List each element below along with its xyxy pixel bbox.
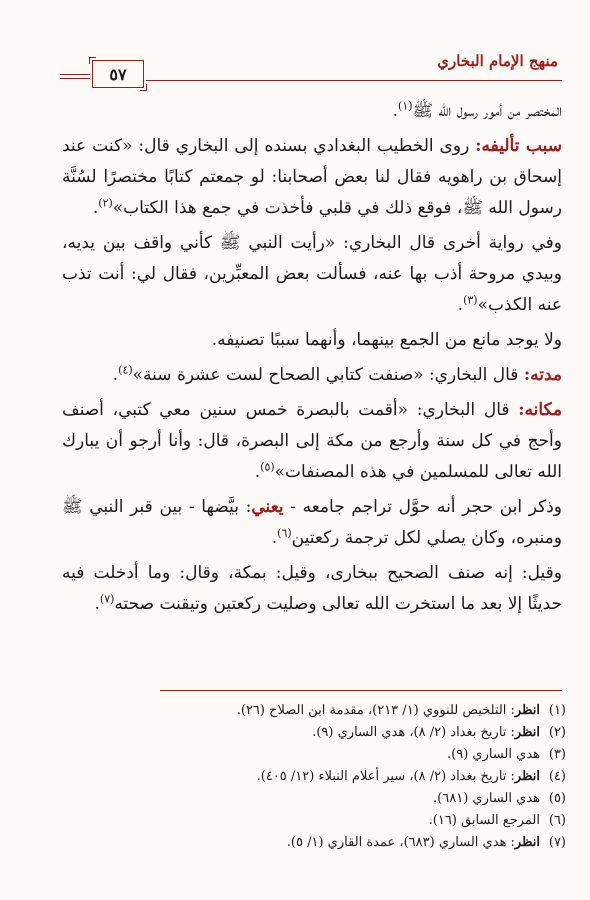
footnote <box>62 810 566 832</box>
footnote <box>62 700 566 722</box>
footnote-text: هدي الساري (٦٨١). <box>433 791 540 806</box>
footnote-keyword: انظر <box>514 725 540 740</box>
paragraph-duration: مدته: قال البخاري: «صنفت كتابي الصحاح لست عشرة سنة»$^{(٤)}$. <box>112 363 562 385</box>
inline-term: يعني <box>251 497 284 517</box>
paragraph-4 <box>62 325 562 356</box>
footnote-number: (٧) <box>548 835 566 850</box>
paragraph-7: وذكر ابن حجر أنه حوَّل تراجم جامعه - يعني: بيَّضها - بين قبر النبي ﷺ ومنبره، وكان يصلي لكل ترجمة ركعتين$^{(٦)}$. <box>62 497 562 548</box>
paragraph-text: وقيل: إنه صنف الصحيح ببخارى، وقيل: بمكة، وقال: وما أدخلت فيه حديثًا إلا بعد ما استخرت الله تعالى وصليت ركعتين وتيقنت صحته <box>62 563 562 614</box>
paragraph-text: وذكر ابن حجر أنه حوَّل تراجم جامعه - <box>283 497 562 517</box>
footnote-number: (١) <box>548 703 566 718</box>
footnote-text: : تاريخ بغداد (٢/ ٨)، هدي الساري (٩). <box>312 725 515 740</box>
header-rule <box>146 80 562 81</box>
footnote-text: : التلخيص للنووي (١/ ٢١٣)، مقدمة ابن الصلاح (٢٦). <box>236 703 515 718</box>
header-rule-left-bottom <box>60 78 90 79</box>
footnote-text: : تاريخ بغداد (٢/ ٨)، سير أعلام النبلاء (١٢/ ٤٠٥). <box>256 769 515 784</box>
footnote <box>62 766 566 788</box>
footnote-separator <box>160 690 562 691</box>
paragraph-text: قال البخاري: «صنفت كتابي الصحاح لست عشرة سنة» <box>132 365 524 385</box>
footnote-number: (٢) <box>548 725 566 740</box>
footnote-ref: (٧) <box>99 592 115 606</box>
footnote-keyword: انظر <box>514 835 540 850</box>
section-term: مكانه: <box>518 400 562 420</box>
header-rule-left-top <box>60 74 90 75</box>
footnote-ref: (٦) <box>277 526 292 540</box>
footnote <box>62 744 566 766</box>
footnote <box>62 832 566 854</box>
footnote-text: المرجع السابق (١٦). <box>428 813 540 828</box>
paragraph-8: وقيل: إنه صنف الصحيح ببخارى، وقيل: بمكة، وقال: وما أدخلت فيه حديثًا إلا بعد ما استخرت الله تعالى وصليت ركعتين وتيقنت صحته$^{(٧)}$. <box>62 563 562 614</box>
paragraph-text: ولا يوجد مانع من الجمع بينهما، وأنهما سببًا تصنيفه. <box>211 330 562 350</box>
footnotes <box>62 700 566 854</box>
paragraph-place: مكانه: قال البخاري: «أقمت بالبصرة خمس سنين معي كتبي، أصنف وأحج في كل سنة وأرجع من مكة إلى البصرة، قال: وأنا أرجو أن يبارك الله تعالى للمسلمين في هذه المصنفات»$^{(٥)}$. <box>62 400 562 482</box>
footnote-number: (٥) <box>548 791 566 806</box>
section-term: سبب تأليفه: <box>475 136 562 156</box>
paragraph-text: : بيَّضها - بين قبر النبي ﷺ ومنبره، وكان يصلي لكل ترجمة ركعتين <box>62 497 562 548</box>
footnote-ref: (٥) <box>260 460 275 474</box>
footnote-text: هدي الساري (٩). <box>447 747 540 762</box>
footnote-number: (٦) <box>548 813 566 828</box>
page-number-frame <box>92 60 144 88</box>
paragraph-text: قال البخاري: «أقمت بالبصرة خمس سنين معي كتبي، أصنف وأحج في كل سنة وأرجع من مكة إلى البصرة، قال: وأنا أرجو أن يبارك الله تعالى للمسلمين في هذه المصنفات» <box>62 400 562 482</box>
footnote-keyword: انظر <box>514 703 540 718</box>
footnote-number: (٤) <box>548 769 566 784</box>
footnote-text: : هدي الساري (٦٨٣)، عمدة القاري (١/ ٥). <box>286 835 515 850</box>
page-number: ٥٧ <box>109 64 127 84</box>
footnote <box>62 722 566 744</box>
paragraph-reason: سبب تأليفه: روى الخطيب البغدادي بسنده إلى البخاري قال: «كنت عند إسحاق بن راهويه فقال لنا بعض أصحابنا: لو جمعتم كتابًا مختصرًا لسُنَّة رسول الله ﷺ، فوقع ذلك في قلبي فأخذت في جمع هذا الكتاب»$^{(٢)}$. <box>62 136 562 218</box>
paragraph-3: وفي رواية أخرى قال البخاري: «رأيت النبي ﷺ كأني واقف بين يديه، وبيدي مروحة أذب بها عنه، فسألت بعض المعبِّرين، فقال لي: أنت تذب عنه الكذب»$^{(٣)}$. <box>62 233 562 315</box>
header-title: منهج الإمام البخاري <box>437 52 558 70</box>
main-text <box>62 96 562 624</box>
running-header <box>60 50 562 90</box>
footnote <box>62 788 566 810</box>
paragraph-1: المختصر من أمور رسول الله ﷺ$^{(١)}$. <box>392 99 562 121</box>
footnote-ref: (١) <box>398 99 413 113</box>
footnote-keyword: انظر <box>514 769 540 784</box>
footnote-ref: (٢) <box>98 196 113 210</box>
footnote-ref: (٣) <box>463 293 478 307</box>
section-term: مدته: <box>523 365 562 385</box>
paragraph-text: وفي رواية أخرى قال البخاري: «رأيت النبي ﷺ كأني واقف بين يديه، وبيدي مروحة أذب بها عنه، فسألت بعض المعبِّرين، فقال لي: أنت تذب عنه الكذب» <box>62 233 562 315</box>
footnote-ref: (٤) <box>118 363 133 377</box>
paragraph-text: روى الخطيب البغدادي بسنده إلى البخاري قال: «كنت عند إسحاق بن راهويه فقال لنا بعض أصحابنا: لو جمعتم كتابًا مختصرًا لسُنَّة رسول الله ﷺ، فوقع ذلك في قلبي فأخذت في جمع هذا الكتاب» <box>62 136 562 218</box>
paragraph-text: المختصر من أمور رسول الله ﷺ <box>412 101 562 121</box>
footnote-number: (٣) <box>548 747 566 762</box>
